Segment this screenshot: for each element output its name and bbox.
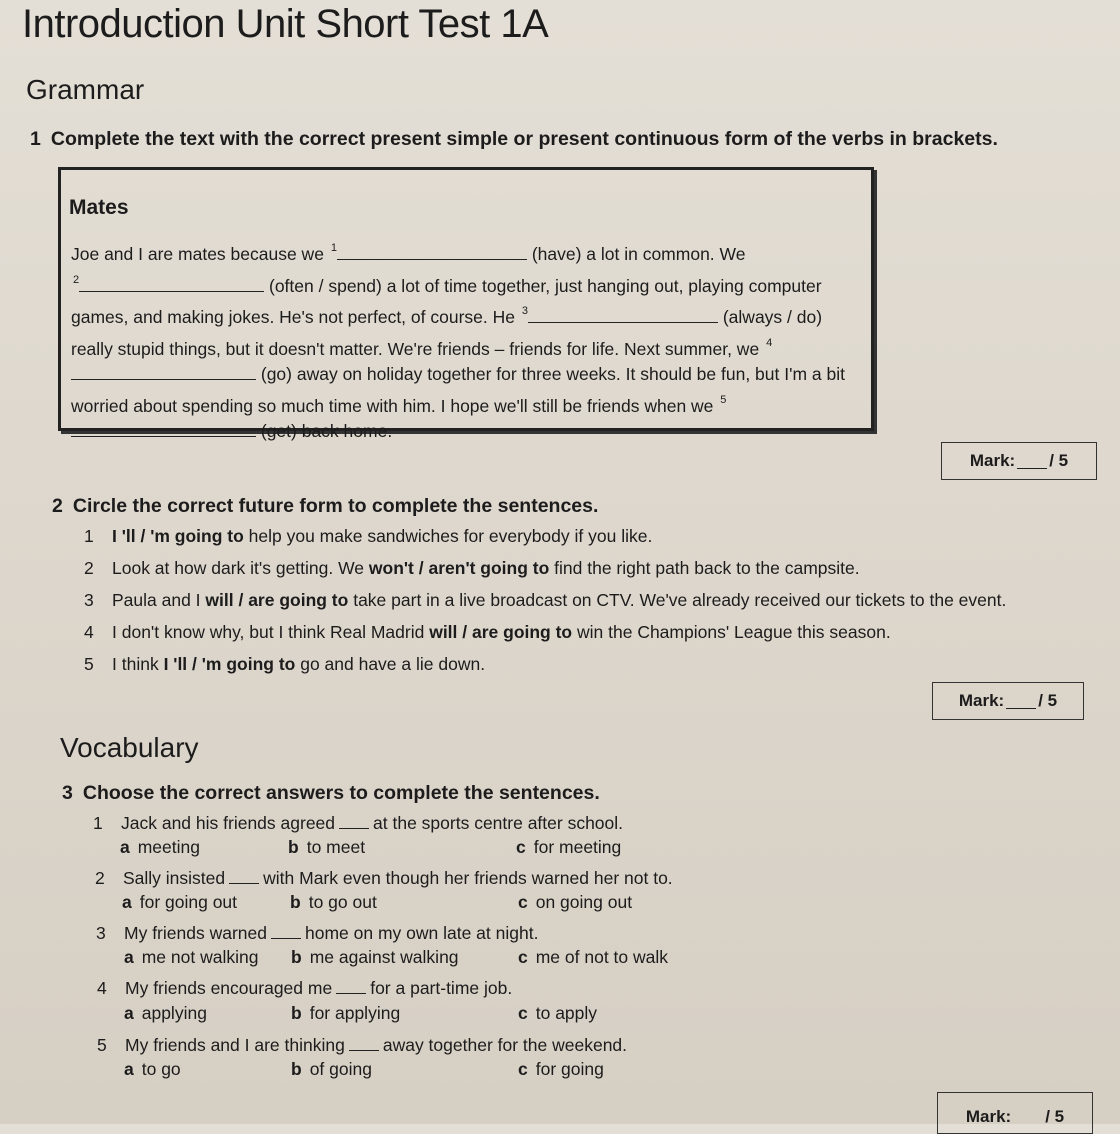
box-title: Mates	[69, 196, 129, 219]
choice-pair[interactable]: I 'll / 'm going to	[163, 654, 296, 674]
q2-item-5	[84, 654, 485, 675]
item-text: away together for the weekend.	[382, 1035, 628, 1055]
q3-item-3	[96, 923, 538, 944]
q1-number: 1	[30, 128, 41, 150]
item-text: win the Champions' League this season.	[572, 622, 891, 642]
text-part: (always / do) really stupid things, but it doesn't matter. We're friends – friends for life. Next summer, we	[71, 307, 823, 359]
option-c[interactable]: c for going	[518, 1059, 604, 1079]
q2-number: 2	[52, 495, 63, 517]
q3-instruction-text: Choose the correct answers to complete the sentences.	[82, 782, 600, 804]
gap-number: 4	[766, 336, 773, 349]
item-text: Jack and his friends agreed	[121, 813, 336, 833]
item-number: 4	[97, 978, 107, 998]
option-c[interactable]: c for meeting	[516, 837, 622, 857]
mark-label: Mark:	[958, 691, 1005, 710]
gap-2-blank[interactable]	[79, 275, 264, 292]
q3-mark-box	[937, 1092, 1093, 1134]
item-number: 1	[93, 813, 103, 833]
page-title: Introduction Unit Short Test 1A	[22, 2, 549, 46]
gap-3-blank[interactable]	[528, 306, 718, 323]
item-text: My friends warned	[124, 923, 267, 943]
q2-item-4	[84, 622, 891, 643]
item-text: home on my own late at night.	[304, 923, 539, 943]
mark-blank[interactable]	[1017, 454, 1047, 469]
answer-gap[interactable]	[229, 869, 259, 884]
option-b[interactable]: b me against walking	[291, 947, 459, 967]
item-text: with Mark even though her friends warned her not to.	[263, 868, 673, 888]
q2-instruction	[52, 495, 598, 518]
item-number: 2	[84, 558, 94, 578]
q2-item-1	[84, 526, 652, 547]
q3-item-1	[93, 813, 623, 834]
item-text: help you make sandwiches for everybody if you like.	[243, 526, 653, 546]
q3-item-4	[97, 978, 512, 999]
choice-pair[interactable]: I 'll / 'm going to	[112, 526, 244, 546]
text-part: (often / spend) a lot of time together, just hanging out, playing computer games, and making jokes. He's not perfect, of course. He	[71, 275, 822, 327]
choice-pair[interactable]: will / are going to	[429, 622, 573, 642]
item-number: 5	[84, 654, 94, 674]
item-text: My friends and I are thinking	[125, 1035, 345, 1055]
text-part: (get) back home.	[260, 421, 393, 441]
answer-gap[interactable]	[336, 979, 366, 994]
q1-instruction-text: Complete the text with the correct present simple or present continuous form of the verbs in brackets.	[50, 128, 998, 150]
item-text: go and have a lie down.	[295, 654, 486, 674]
item-text: Look at how dark it's getting. We	[112, 558, 369, 578]
text-part: Joe and I are mates because we	[71, 244, 324, 264]
mark-label: Mark:	[965, 1107, 1012, 1126]
item-text: find the right path back to the campsite.	[549, 558, 860, 578]
gap-number: 5	[720, 393, 727, 406]
q3-number: 3	[62, 782, 73, 804]
gap-number: 2	[73, 273, 80, 286]
mark-total: / 5	[1049, 451, 1069, 470]
item-text: take part in a live broadcast on CTV. We've already received our tickets to the event.	[348, 590, 1007, 610]
text-part: (have) a lot in common. We	[531, 244, 746, 264]
item-number: 3	[84, 590, 94, 610]
item-text: for a part-time job.	[370, 978, 513, 998]
option-c[interactable]: c on going out	[518, 892, 633, 912]
option-a[interactable]: a me not walking	[124, 947, 259, 967]
mark-blank[interactable]	[1013, 1107, 1043, 1121]
mark-total: / 5	[1038, 691, 1058, 710]
option-a[interactable]: a for going out	[122, 892, 238, 912]
q1-mark-box	[941, 442, 1097, 480]
option-c[interactable]: c me of not to walk	[518, 947, 669, 967]
choice-pair[interactable]: will / are going to	[205, 590, 349, 610]
option-a[interactable]: a meeting	[120, 837, 200, 857]
choice-pair[interactable]: won't / aren't going to	[368, 558, 550, 578]
answer-gap[interactable]	[349, 1036, 379, 1051]
q2-item-2	[84, 558, 860, 579]
mark-label: Mark:	[969, 451, 1016, 470]
item-text: Sally insisted	[123, 868, 226, 888]
gap-fill-text	[71, 236, 861, 445]
q2-mark-box	[932, 682, 1084, 720]
item-number: 3	[96, 923, 106, 943]
vocabulary-heading: Vocabulary	[60, 732, 199, 763]
mark-total: / 5	[1045, 1107, 1065, 1126]
item-number: 4	[84, 622, 94, 642]
option-b[interactable]: b to meet	[288, 837, 366, 857]
item-text: I think	[112, 654, 164, 674]
text-part: (go) away on holiday together for three weeks. It should be fun, but I'm a bit worried about spending so much time with him. I hope we'll still be friends when we	[71, 364, 845, 416]
gap-number: 3	[521, 305, 528, 317]
item-text: I don't know why, but I think Real Madrid	[112, 622, 430, 642]
answer-gap[interactable]	[339, 814, 369, 829]
option-b[interactable]: b of going	[291, 1059, 372, 1079]
item-text: at the sports centre after school.	[373, 813, 624, 833]
item-text: My friends encouraged me	[125, 978, 333, 998]
q3-item-5	[97, 1035, 627, 1056]
gap-1-blank[interactable]	[337, 243, 527, 260]
option-c[interactable]: c to apply	[518, 1003, 598, 1023]
item-number: 5	[97, 1035, 107, 1055]
q3-instruction	[62, 782, 600, 805]
q1-instruction	[30, 128, 998, 151]
grammar-heading: Grammar	[26, 74, 145, 105]
gap-4-blank[interactable]	[71, 363, 256, 380]
item-number: 1	[84, 526, 94, 546]
q2-instruction-text: Circle the correct future form to complete the sentences.	[72, 495, 599, 517]
item-text: Paula and I	[112, 590, 206, 610]
answer-gap[interactable]	[271, 924, 301, 939]
option-b[interactable]: b to go out	[290, 892, 377, 912]
text-box	[58, 167, 874, 441]
q2-item-3	[84, 590, 1006, 611]
gap-5-blank[interactable]	[71, 420, 256, 437]
option-b[interactable]: b for applying	[291, 1003, 401, 1023]
mark-blank[interactable]	[1006, 694, 1036, 709]
q3-item-2	[95, 868, 673, 889]
item-number: 2	[95, 868, 105, 888]
gap-number: 1	[330, 242, 337, 254]
option-a[interactable]: a applying	[124, 1003, 207, 1023]
option-a[interactable]: a to go	[124, 1059, 181, 1079]
